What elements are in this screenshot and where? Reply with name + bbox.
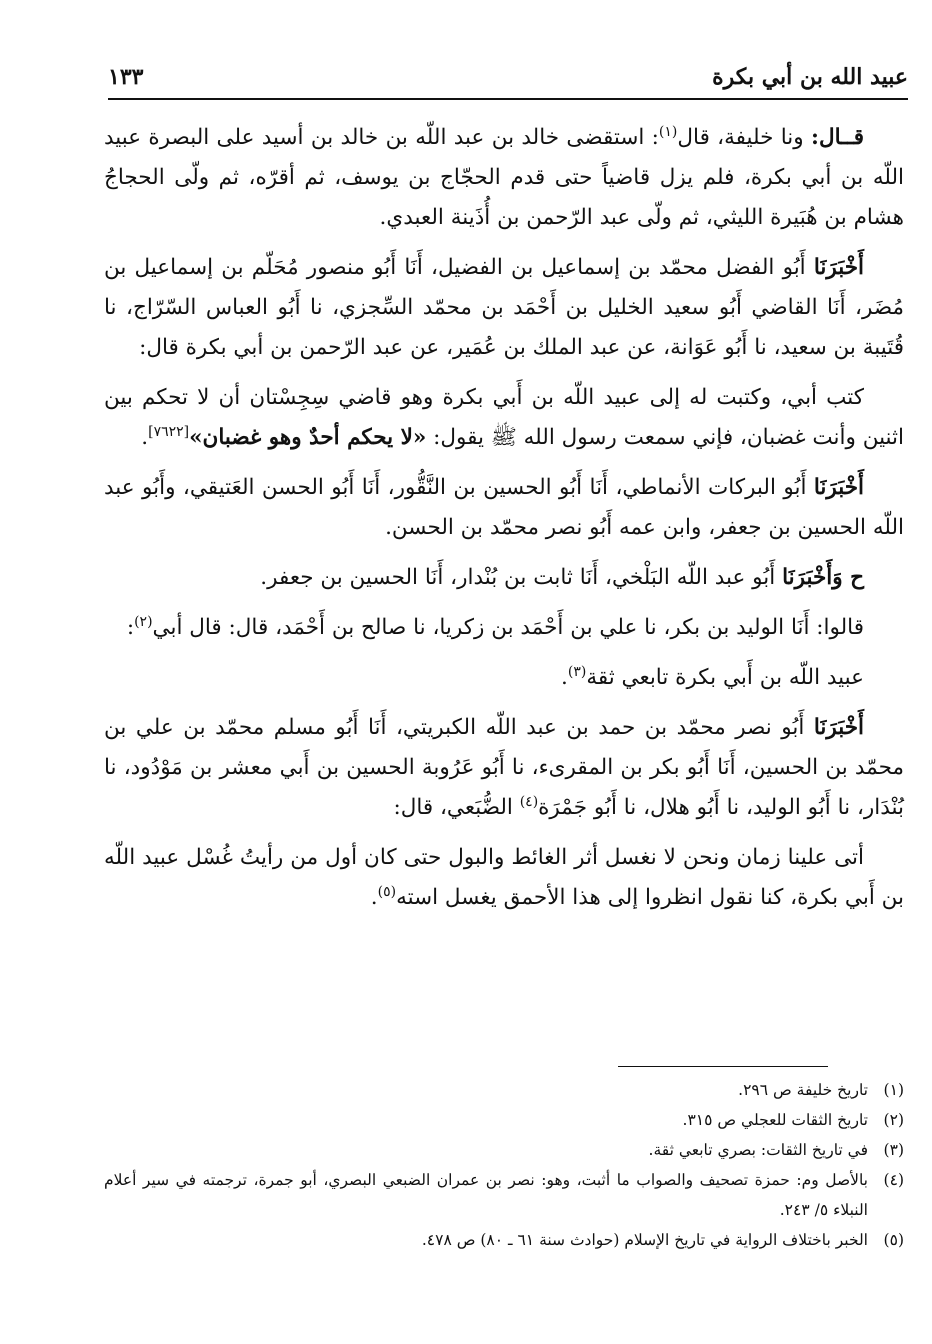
- footnote-number: (٥): [883, 1231, 904, 1249]
- footnote-number: (٢): [883, 1111, 904, 1129]
- footnote: [104, 1075, 904, 1105]
- paragraph-text: أَبُو عبد اللّه البَلْخي، أَنَا ثابت بن بُنْدار، أَنَا الحسين بن جعفر.: [260, 565, 783, 590]
- paragraph: [104, 658, 904, 698]
- footnote-marker: (٣): [567, 663, 587, 680]
- paragraph-text-continued: .: [141, 425, 149, 450]
- paragraph-keyword: قــال:: [811, 125, 864, 150]
- footnote: [104, 1165, 904, 1225]
- footnote: [104, 1225, 904, 1255]
- paragraph-text-continued: .: [370, 885, 378, 910]
- paragraph: [104, 608, 904, 648]
- paragraph-text: أَبُو البركات الأنماطي، أَنَا أَبُو الحسين بن النَّقُّور، أَنَا أَبُو الحسن العَتيقي، وأَبُو عبد اللّه الحسين بن جعفر، وابن عمه أَبُو نصر محمّد بن الحسن.: [104, 475, 904, 540]
- paragraph-text-continued: الضُّبَعي، قال:: [393, 795, 520, 820]
- paragraph-text: قالوا: أَنَا الوليد بن بكر، نا علي بن أَحْمَد بن زكريا، نا صالح بن أَحْمَد، قال: قال أبي: [152, 615, 864, 640]
- footnote-number: (٤): [883, 1171, 904, 1189]
- paragraph-text: كتب أبي، وكتبت له إلى عبيد اللّه بن أَبي بكرة وهو قاضي سِجِسْتان أن لا تحكم بين اثنين وأنت غضبان، فإني سمعت رسول الله ﷺ يقول:: [104, 385, 904, 450]
- footnote: [104, 1105, 904, 1135]
- paragraph: [104, 558, 904, 598]
- paragraph: [104, 838, 904, 918]
- footnote-marker: (٢): [134, 613, 153, 630]
- paragraph-text: ونا خليفة، قال: [677, 125, 812, 150]
- footnotes: [104, 1075, 904, 1255]
- main-text: [104, 118, 904, 928]
- footnote: [104, 1135, 904, 1165]
- paragraph-text-continued: .: [561, 665, 568, 690]
- paragraph-keyword: أَخْبَرَنَا: [813, 715, 864, 740]
- paragraph-keyword: أَخْبَرَنَا: [813, 475, 864, 500]
- page-number: ١٣٣: [108, 64, 144, 90]
- paragraph: [104, 118, 904, 238]
- running-title: عبيد الله بن أبي بكرة: [712, 64, 908, 90]
- footnote-marker: (٥): [377, 883, 397, 900]
- paragraph-text-continued: :: [126, 615, 135, 640]
- footnote-text: بالأصل وم: حمزة تصحيف والصواب ما أثبت، وهو: نصر بن عمران الضبعي البصري، أبو جمرة، ترجمته في سير أعلام النبلاء ٥/ ٢٤٣.: [104, 1171, 868, 1219]
- paragraph-text-continued: : استقضى خالد بن عبد اللّه بن خالد بن أسيد على البصرة عبيد اللّه بن أبي بكرة، فلم يزل قاضياً حتى قدم الحجّاج بن يوسف، ثم أقرّه، ثم ولّى الحجاجُ هشام بن هُبَيرة الليثي، ثم ولّى عبد الرّحمن بن أُذَينة العبدي.: [104, 125, 904, 230]
- footnote-text: في تاريخ الثقات: بصري تابعي ثقة.: [648, 1141, 868, 1159]
- footnote-separator: [618, 1066, 828, 1067]
- footnote-text: تاريخ الثقات للعجلي ص ٣١٥.: [682, 1111, 868, 1129]
- footnote-text: الخبر باختلاف الرواية في تاريخ الإسلام (حوادث سنة ٦١ ـ ٨٠) ص ٤٧٨.: [421, 1231, 868, 1249]
- paragraph: [104, 468, 904, 548]
- hadith-number: [٧٦٢٢]: [148, 423, 190, 440]
- hadith-quote: «لا يحكم أحدٌ وهو غضبان»: [189, 425, 427, 450]
- footnote-marker: (٤): [519, 793, 539, 810]
- paragraph: [104, 248, 904, 368]
- paragraph-text: عبيد اللّه بن أَبي بكرة تابعي ثقة: [586, 665, 864, 690]
- footnote-marker: (١): [658, 123, 678, 140]
- footnote-number: (١): [883, 1081, 904, 1099]
- paragraph-text: أتى علينا زمان ونحن لا نغسل أثر الغائط والبول حتى كان أول من رأيتُ غُسْل عبيد اللّه بن أَبي بكرة، كنا نقول انظروا إلى هذا الأحمق يغسل استه: [104, 845, 904, 910]
- header-rule: [108, 98, 908, 100]
- paragraph-keyword: أَخْبَرَنَا: [813, 255, 864, 280]
- paragraph-keyword: ح وَأَخْبَرَنَا: [782, 565, 864, 590]
- footnote-text: تاريخ خليفة ص ٢٩٦.: [738, 1081, 868, 1099]
- paragraph: [104, 378, 904, 458]
- page-header: [108, 56, 908, 96]
- paragraph-text: أَبُو نصر محمّد بن حمد بن عبد اللّه الكبريتي، أَنَا أَبُو مسلم محمّد بن علي بن محمّد بن الحسين، أَنَا أَبُو بكر بن المقرىء، نا أَبُو عَرُوبة الحسين بن أَبي معشر بن مَوْدُود، نا بُنْدَار، نا أَبُو الوليد، نا أَبُو هلال، نا أَبُو جَمْرَة: [104, 715, 904, 820]
- paragraph-text: أَبُو الفضل محمّد بن إسماعيل بن الفضيل، أَنَا أَبُو منصور مُحَلّم بن إسماعيل بن مُضَر، أَنَا القاضي أَبُو سعيد الخليل بن أَحْمَد بن محمّد السِّجزي، نا أَبُو العباس السّرّاج، نا قُتَيبة بن سعيد، نا أَبُو عَوَانة، عن عبد الملك بن عُمَير، عن عبد الرّحمن بن أبي بكرة قال:: [104, 255, 904, 360]
- paragraph: [104, 708, 904, 828]
- footnote-number: (٣): [883, 1141, 904, 1159]
